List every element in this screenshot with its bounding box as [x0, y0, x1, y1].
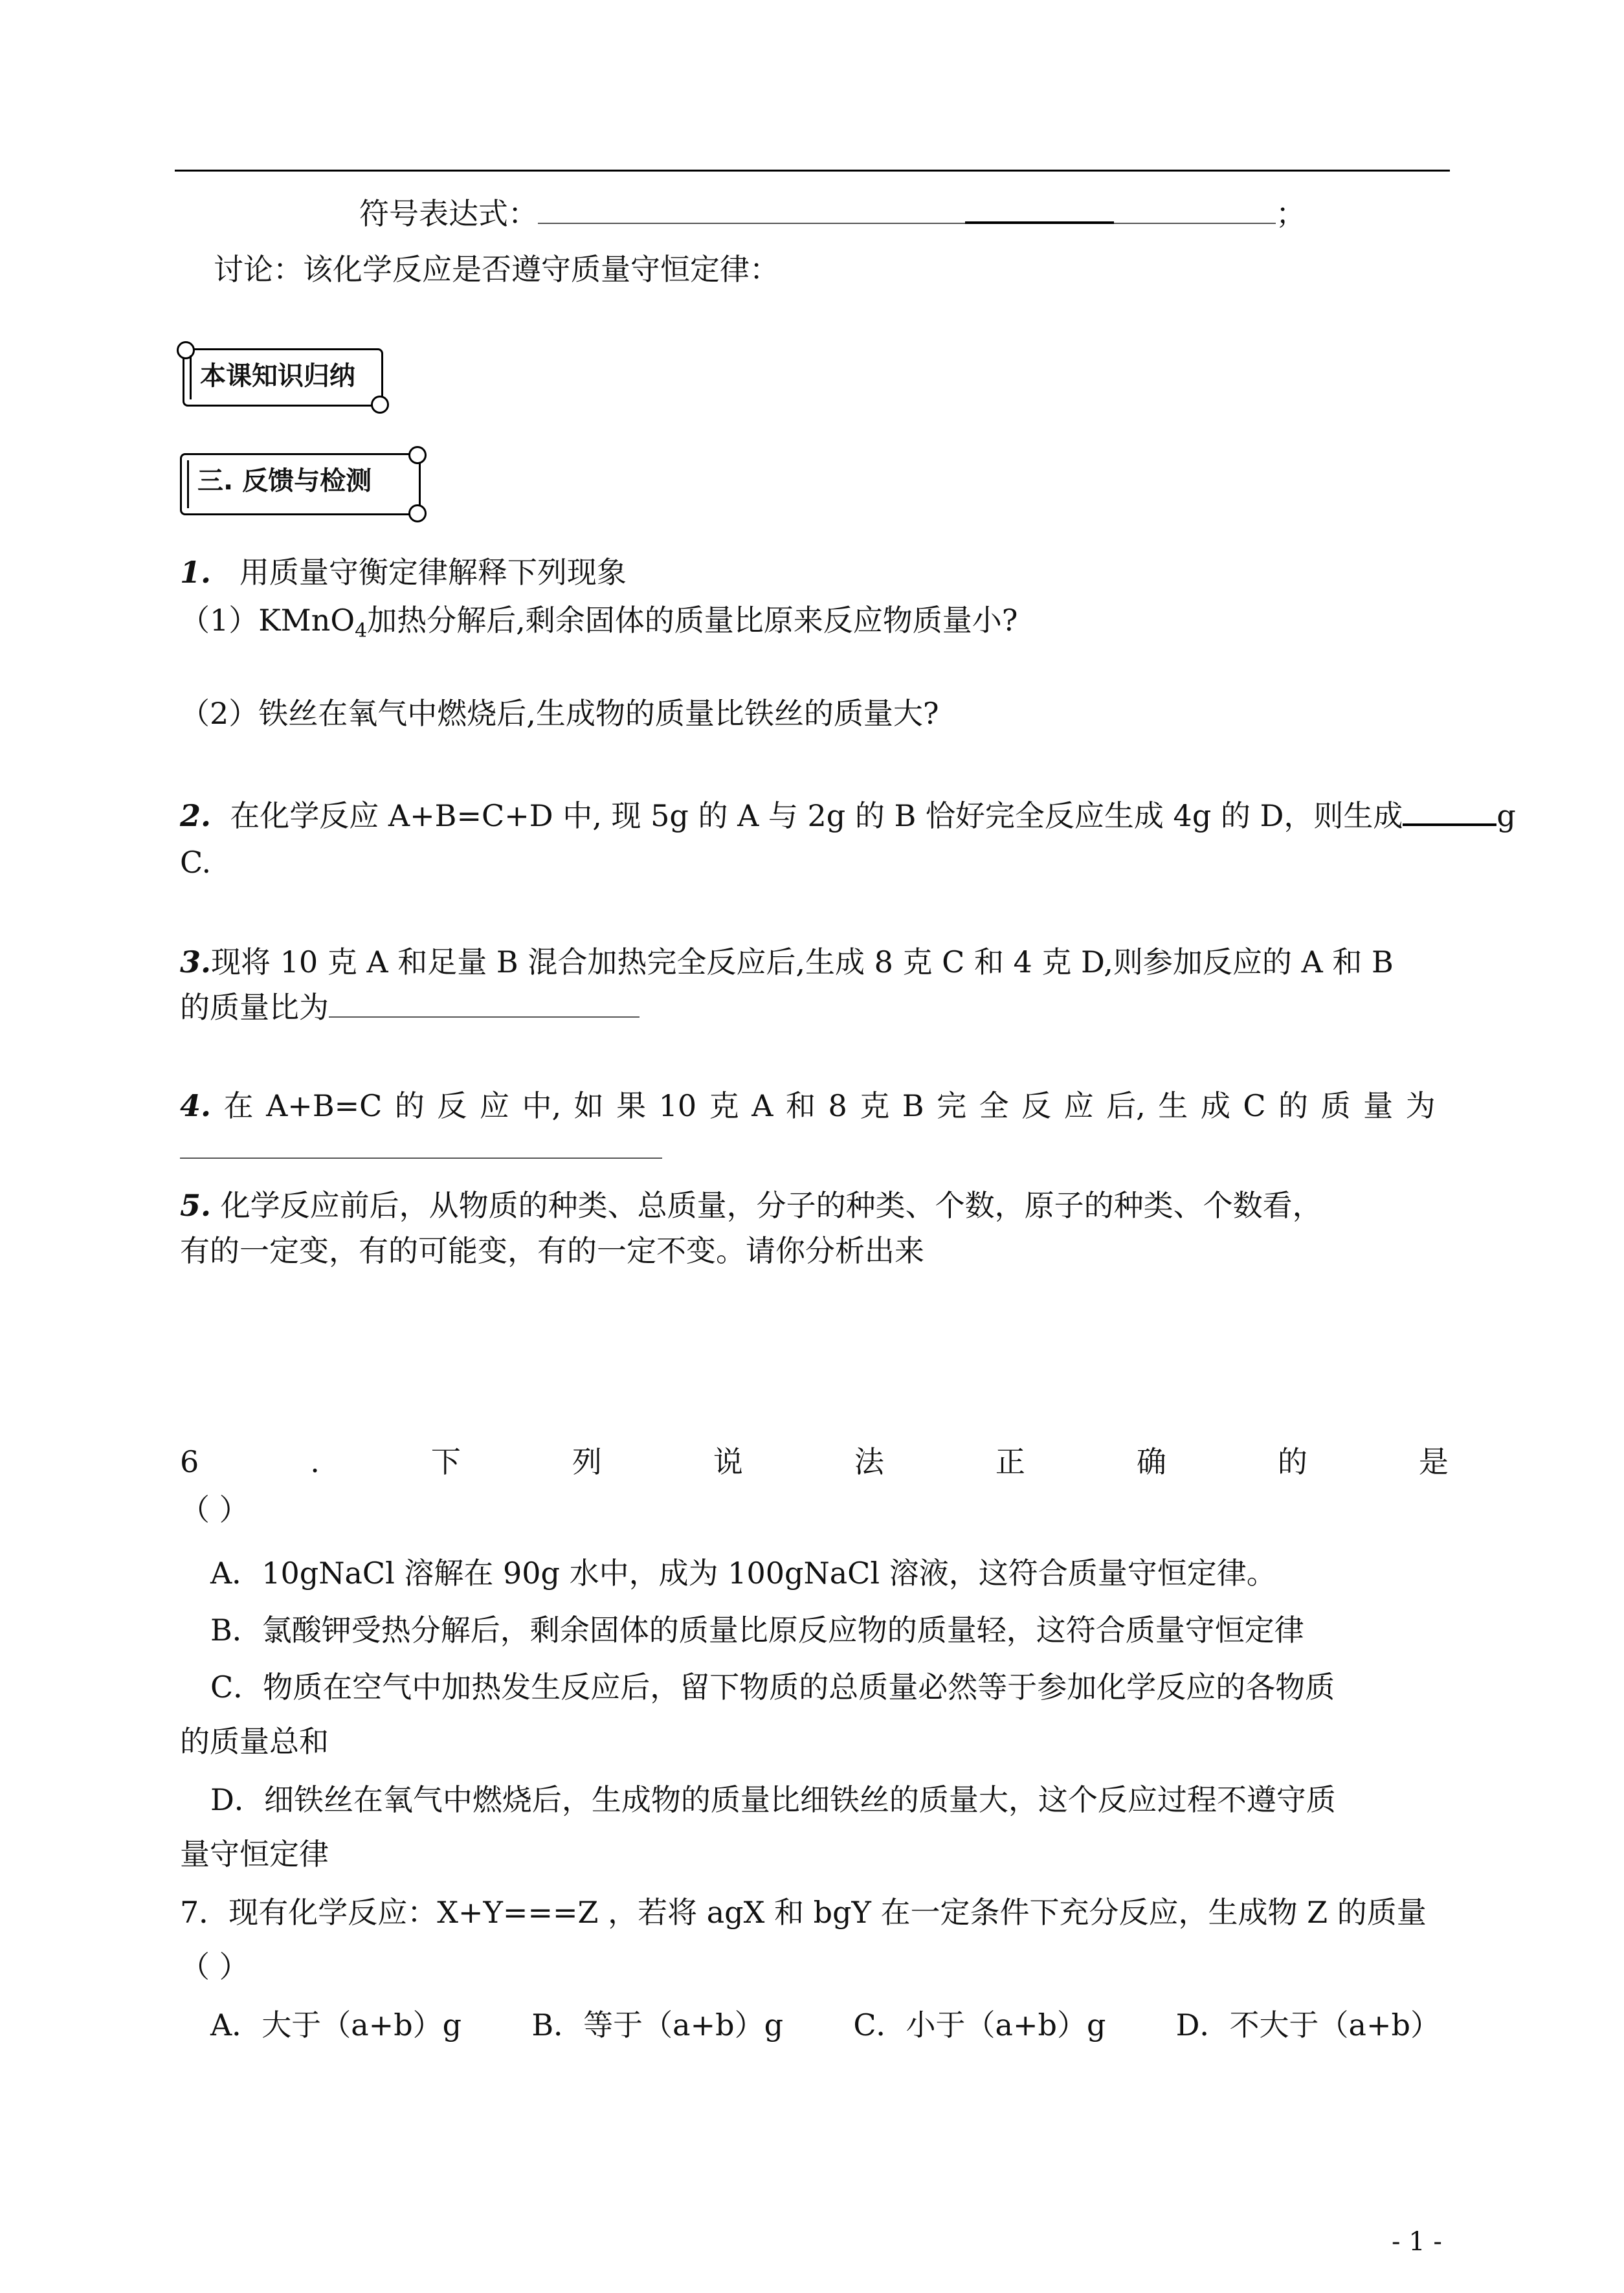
question-6: 6 . 下 列 说 法 正 确 的 是 — [180, 1444, 1449, 1479]
summary-heading: 本课知识归纳 — [200, 361, 355, 391]
question-6-option-a[interactable]: A．10gNaCl 溶解在 90g 水中，成为 100gNaCl 溶液，这符合质量守恒定律。 — [210, 1556, 1276, 1591]
answer-blank[interactable] — [965, 193, 1114, 224]
page-number: - 1 - — [1392, 2227, 1442, 2257]
question-7-option-a[interactable]: A．大于（a+b）g — [210, 2008, 462, 2042]
symbol-expression-line: 符号表达式： ； — [359, 193, 1306, 233]
question-6-option-d[interactable]: D．细铁丝在氧气中燃烧后，生成物的质量比细铁丝的质量大，这个反应过程不遵守质 — [210, 1782, 1336, 1817]
question-6-option-c[interactable]: C．物质在空气中加热发生反应后，留下物质的总质量必然等于参加化学反应的各物质 — [210, 1670, 1335, 1705]
question-5: 5. 化学反应前后，从物质的种类、总质量，分子的种类、个数，原子的种类、个数看， — [180, 1188, 1322, 1223]
question-6-option-c-cont: 的质量总和 — [180, 1724, 329, 1759]
question-7-option-c[interactable]: C．小于（a+b）g — [853, 2008, 1106, 2042]
header-rule — [175, 170, 1450, 172]
question-7-option-d[interactable]: D．不大于（a+b） — [1175, 2008, 1440, 2042]
question-3-line-2: 的质量比为 — [180, 988, 640, 1027]
question-7-answer-paren[interactable]: （ ） — [180, 1949, 249, 1984]
question-7-options — [210, 2006, 1440, 2044]
question-5-line-2: 有的一定变，有的可能变，有的一定不变。请你分析出来 — [180, 1233, 924, 1268]
question-6-option-b[interactable]: B．氯酸钾受热分解后，剩余固体的质量比原反应物的质量轻，这符合质量守恒定律 — [210, 1613, 1304, 1648]
question-2: 2. 在化学反应 A+B=C+D 中, 现 5g 的 A 与 2g 的 B 恰好完全反应生成 4g 的 D，则生成 g — [180, 795, 1516, 835]
feedback-heading: 三. 反馈与检测 — [197, 466, 372, 496]
question-1: 1. 用质量守衡定律解释下列现象 — [180, 555, 627, 590]
answer-blank[interactable] — [1403, 795, 1496, 826]
question-7-option-b[interactable]: B．等于（a+b）g — [531, 2008, 784, 2042]
question-7: 7．现有化学反应：X+Y===Z ，若将 agX 和 bgY 在一定条件下充分反应，生成物 Z 的质量 — [180, 1895, 1427, 1930]
question-6-answer-paren[interactable]: （ ） — [180, 1492, 249, 1527]
question-1-part-2: （2）铁丝在氧气中燃烧后,生成物的质量比铁丝的质量大? — [180, 696, 939, 731]
summary-scroll-box — [183, 348, 383, 407]
answer-blank[interactable] — [180, 1139, 662, 1159]
answer-blank[interactable] — [1114, 194, 1276, 224]
symbol-expression-label: 符号表达式： — [359, 196, 538, 231]
question-6-option-d-cont: 量守恒定律 — [180, 1837, 329, 1872]
feedback-scroll-box — [180, 453, 421, 515]
question-3: 3.现将 10 克 A 和足量 B 混合加热完全反应后,生成 8 克 C 和 4 克 D,则参加反应的 A 和 B — [180, 945, 1394, 979]
question-4: 4. 在 A+B=C 的 反 应 中, 如 果 10 克 A 和 8 克 B 完 全 反 应 后, 生 成 C 的 质 量 为 — [180, 1088, 1436, 1123]
discussion-line: 讨论：该化学反应是否遵守质量守恒定律： — [214, 252, 779, 287]
answer-blank[interactable] — [538, 194, 965, 224]
question-1-part-1: （1）KMnO$_4$加热分解后,剩余固体的质量比原来反应物质量小? — [180, 603, 1018, 643]
question-2-line-2: C. — [180, 845, 212, 880]
answer-blank[interactable] — [329, 988, 640, 1018]
